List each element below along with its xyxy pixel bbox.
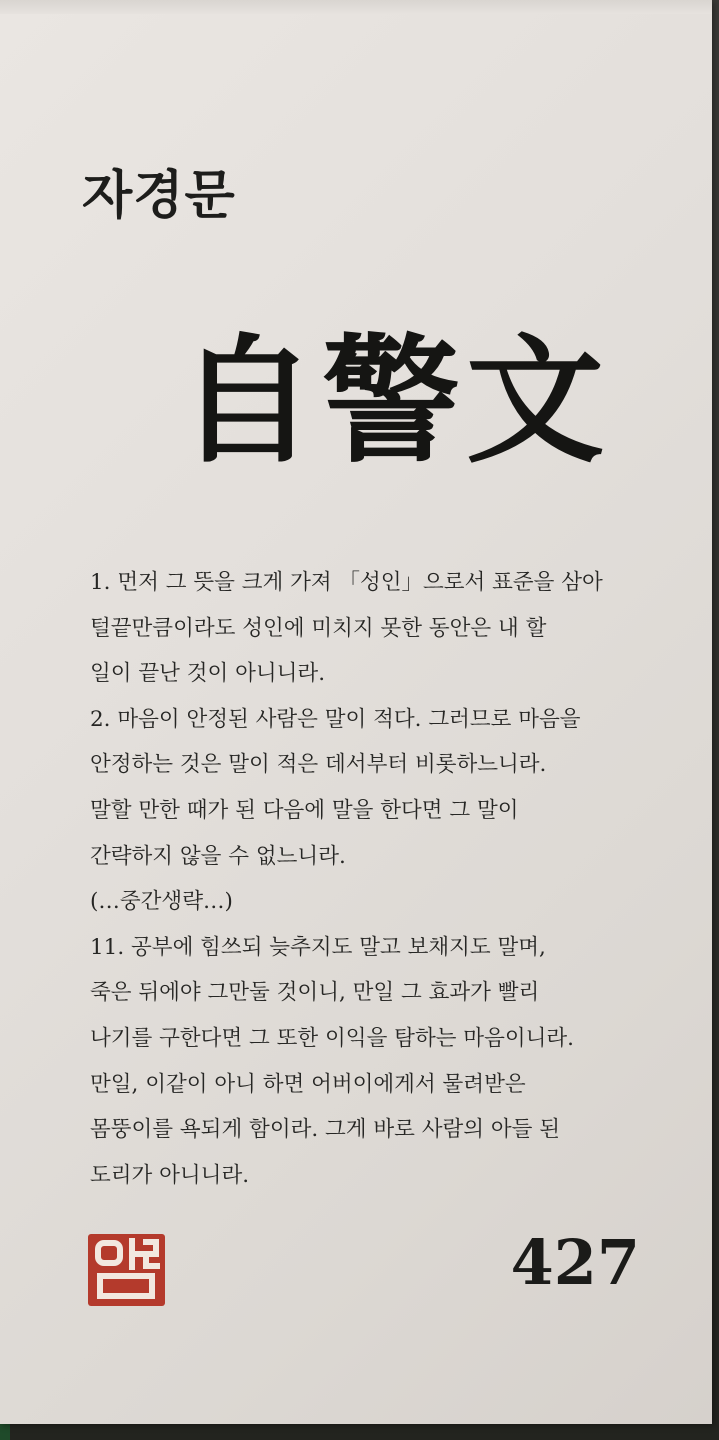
page-title-korean: 자경문 <box>82 166 236 226</box>
body-line: 죽은 뒤에야 그만둘 것이니, 만일 그 효과가 빨리 <box>90 980 540 1006</box>
page-title-hanja: 自警文 <box>178 319 611 482</box>
body-line: 나기를 구한다면 그 또한 이익을 탐하는 마음이니라. <box>90 1025 574 1051</box>
body-line: 일이 끝난 것이 아니니라. <box>90 661 326 687</box>
body-line: 만일, 이같이 아니 하면 어버이에게서 물려받은 <box>90 1071 526 1097</box>
body-text <box>90 560 670 1198</box>
page-number: 427 <box>510 1226 640 1299</box>
body-line: 털끝만큼이라도 성인에 미치지 못한 동안은 내 할 <box>90 615 547 641</box>
seal-stamp-icon <box>88 1234 165 1306</box>
seal-glyph-icon <box>88 1234 165 1306</box>
body-line: 11. 공부에 힘쓰되 늦추지도 말고 보채지도 말며, <box>90 934 546 960</box>
body-line: 안정하는 것은 말이 적은 데서부터 비롯하느니라. <box>90 752 547 778</box>
body-line: 1. 먼저 그 뜻을 크게 가져 「성인」으로서 표준을 삼아 <box>90 570 603 595</box>
body-line: 말할 만한 때가 된 다음에 말을 한다면 그 말이 <box>90 797 519 823</box>
body-line: 도리가 아니니라. <box>90 1162 250 1188</box>
body-line: (…중간생략…) <box>90 889 233 915</box>
body-line: 2. 마음이 안정된 사람은 말이 적다. 그러므로 마음을 <box>90 706 581 732</box>
page-top-edge <box>0 0 712 14</box>
body-line: 몸뚱이를 욕되게 함이라. 그게 바로 사람의 아들 된 <box>90 1117 561 1143</box>
body-line: 간략하지 않을 수 없느니라. <box>90 843 346 869</box>
